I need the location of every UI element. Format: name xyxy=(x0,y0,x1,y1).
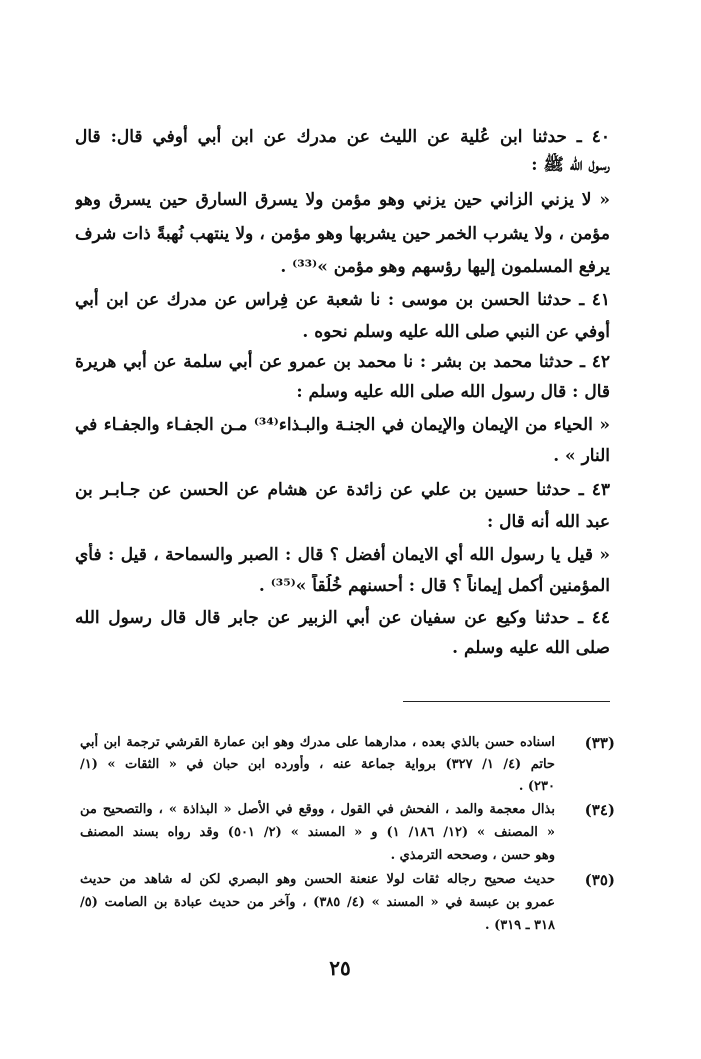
text-line: « قيل يا رسول الله أي الايمان أفضل ؟ قال : الصبر والسماحة ، قيل : فأي xyxy=(75,545,610,565)
footnote-line: حاتم (٤/ ١/ ٣٢٧) برواية جماعة عنه ، وأورده ابن حبان في « الثقات » (١/ xyxy=(80,757,555,772)
text-line: صلى الله عليه وسلم . xyxy=(452,638,610,658)
footnote-line: وهو حسن ، وصححه الترمذي . xyxy=(390,848,555,863)
text-line: ٤٠ ـ حدثنا ابن عُلية عن الليث عن مدرك عن ابن أبي أوفي قال: قال xyxy=(75,127,610,147)
text-line: « لا يزني الزاني حين يزني وهو مؤمن ولا يسرق السارق حين يسرق وهو xyxy=(75,190,610,210)
text-line: النار » . xyxy=(553,446,610,466)
text-line: عبد الله أنه قال : xyxy=(486,512,610,532)
text-line: يرفع المسلمون إليها رؤسهم وهو مؤمن »⁽³³⁾ . xyxy=(280,257,610,277)
footnote-line: بذال معجمة والمد ، الفحش في القول ، ووقع في الأصل « البذاذة » ، والتصحيح من xyxy=(80,802,555,817)
page-number: ٢٥ xyxy=(329,956,351,980)
footnote-number: (٣٥) xyxy=(584,871,615,889)
footnote-number: (٣٣) xyxy=(584,734,615,752)
footnote-line: حديث صحيح رجاله ثقات لولا عنعنة الحسن وهو البصري لكن له شاهد من حديث xyxy=(80,872,555,887)
footnote-line: ٢٣٠) . xyxy=(518,779,555,794)
text-line: قال : قال رسول الله صلى الله عليه وسلم : xyxy=(296,382,610,402)
text-line: ٤٣ ـ حدثنا حسين بن علي عن زائدة عن هشام عن الحسن عن جـابـر بن xyxy=(75,480,610,500)
text-line: ٤١ ـ حدثنا الحسن بن موسى : نا شعبة عن فِراس عن مدرك عن ابن أبي xyxy=(75,290,610,310)
text-line: المؤمنين أكمل إيماناً ؟ قال : أحسنهم خُلُقاً »⁽³⁵⁾ . xyxy=(258,576,610,596)
footnote-separator xyxy=(403,701,610,702)
text-line: رسول الله ﷺ : xyxy=(531,155,610,175)
text-line: « الحياء من الإيمان والإيمان في الجنـة والبـذاء⁽³⁴⁾ مـن الجفـاء والجفـاء في xyxy=(75,415,610,435)
text-line: ٤٤ ـ حدثنا وكيع عن سفيان عن أبي الزبير عن جابر قال قال رسول الله xyxy=(75,608,610,628)
text-line: مؤمن ، ولا يشرب الخمر حين يشربها وهو مؤمن ، ولا ينتهب نُهبةً ذات شرف xyxy=(75,224,610,244)
footnote-line: عمرو بن عبسة في « المسند » (٤/ ٣٨٥) ، وآخر من حديث عبادة بن الصامت (٥/ xyxy=(80,895,555,910)
footnote-line: « المصنف » (١٢/ ١٨٦/ ١) و « المسند » (٢/ ٥٠١) وقد رواه بسند المصنف xyxy=(80,825,555,840)
footnote-line: اسناده حسن بالذي بعده ، مدارهما على مدرك وهو ابن عمارة القرشي ترجمة ابن أبي xyxy=(80,735,555,750)
footnote-line: ٣١٨ ـ ٣١٩) . xyxy=(485,918,555,933)
text-line: ٤٢ ـ حدثنا محمد بن بشر : نا محمد بن عمرو عن أبي سلمة عن أبي هريرة xyxy=(75,352,610,372)
text-line: أوفي عن النبي صلى الله عليه وسلم نحوه . xyxy=(302,322,610,342)
footnote-number: (٣٤) xyxy=(584,801,615,819)
